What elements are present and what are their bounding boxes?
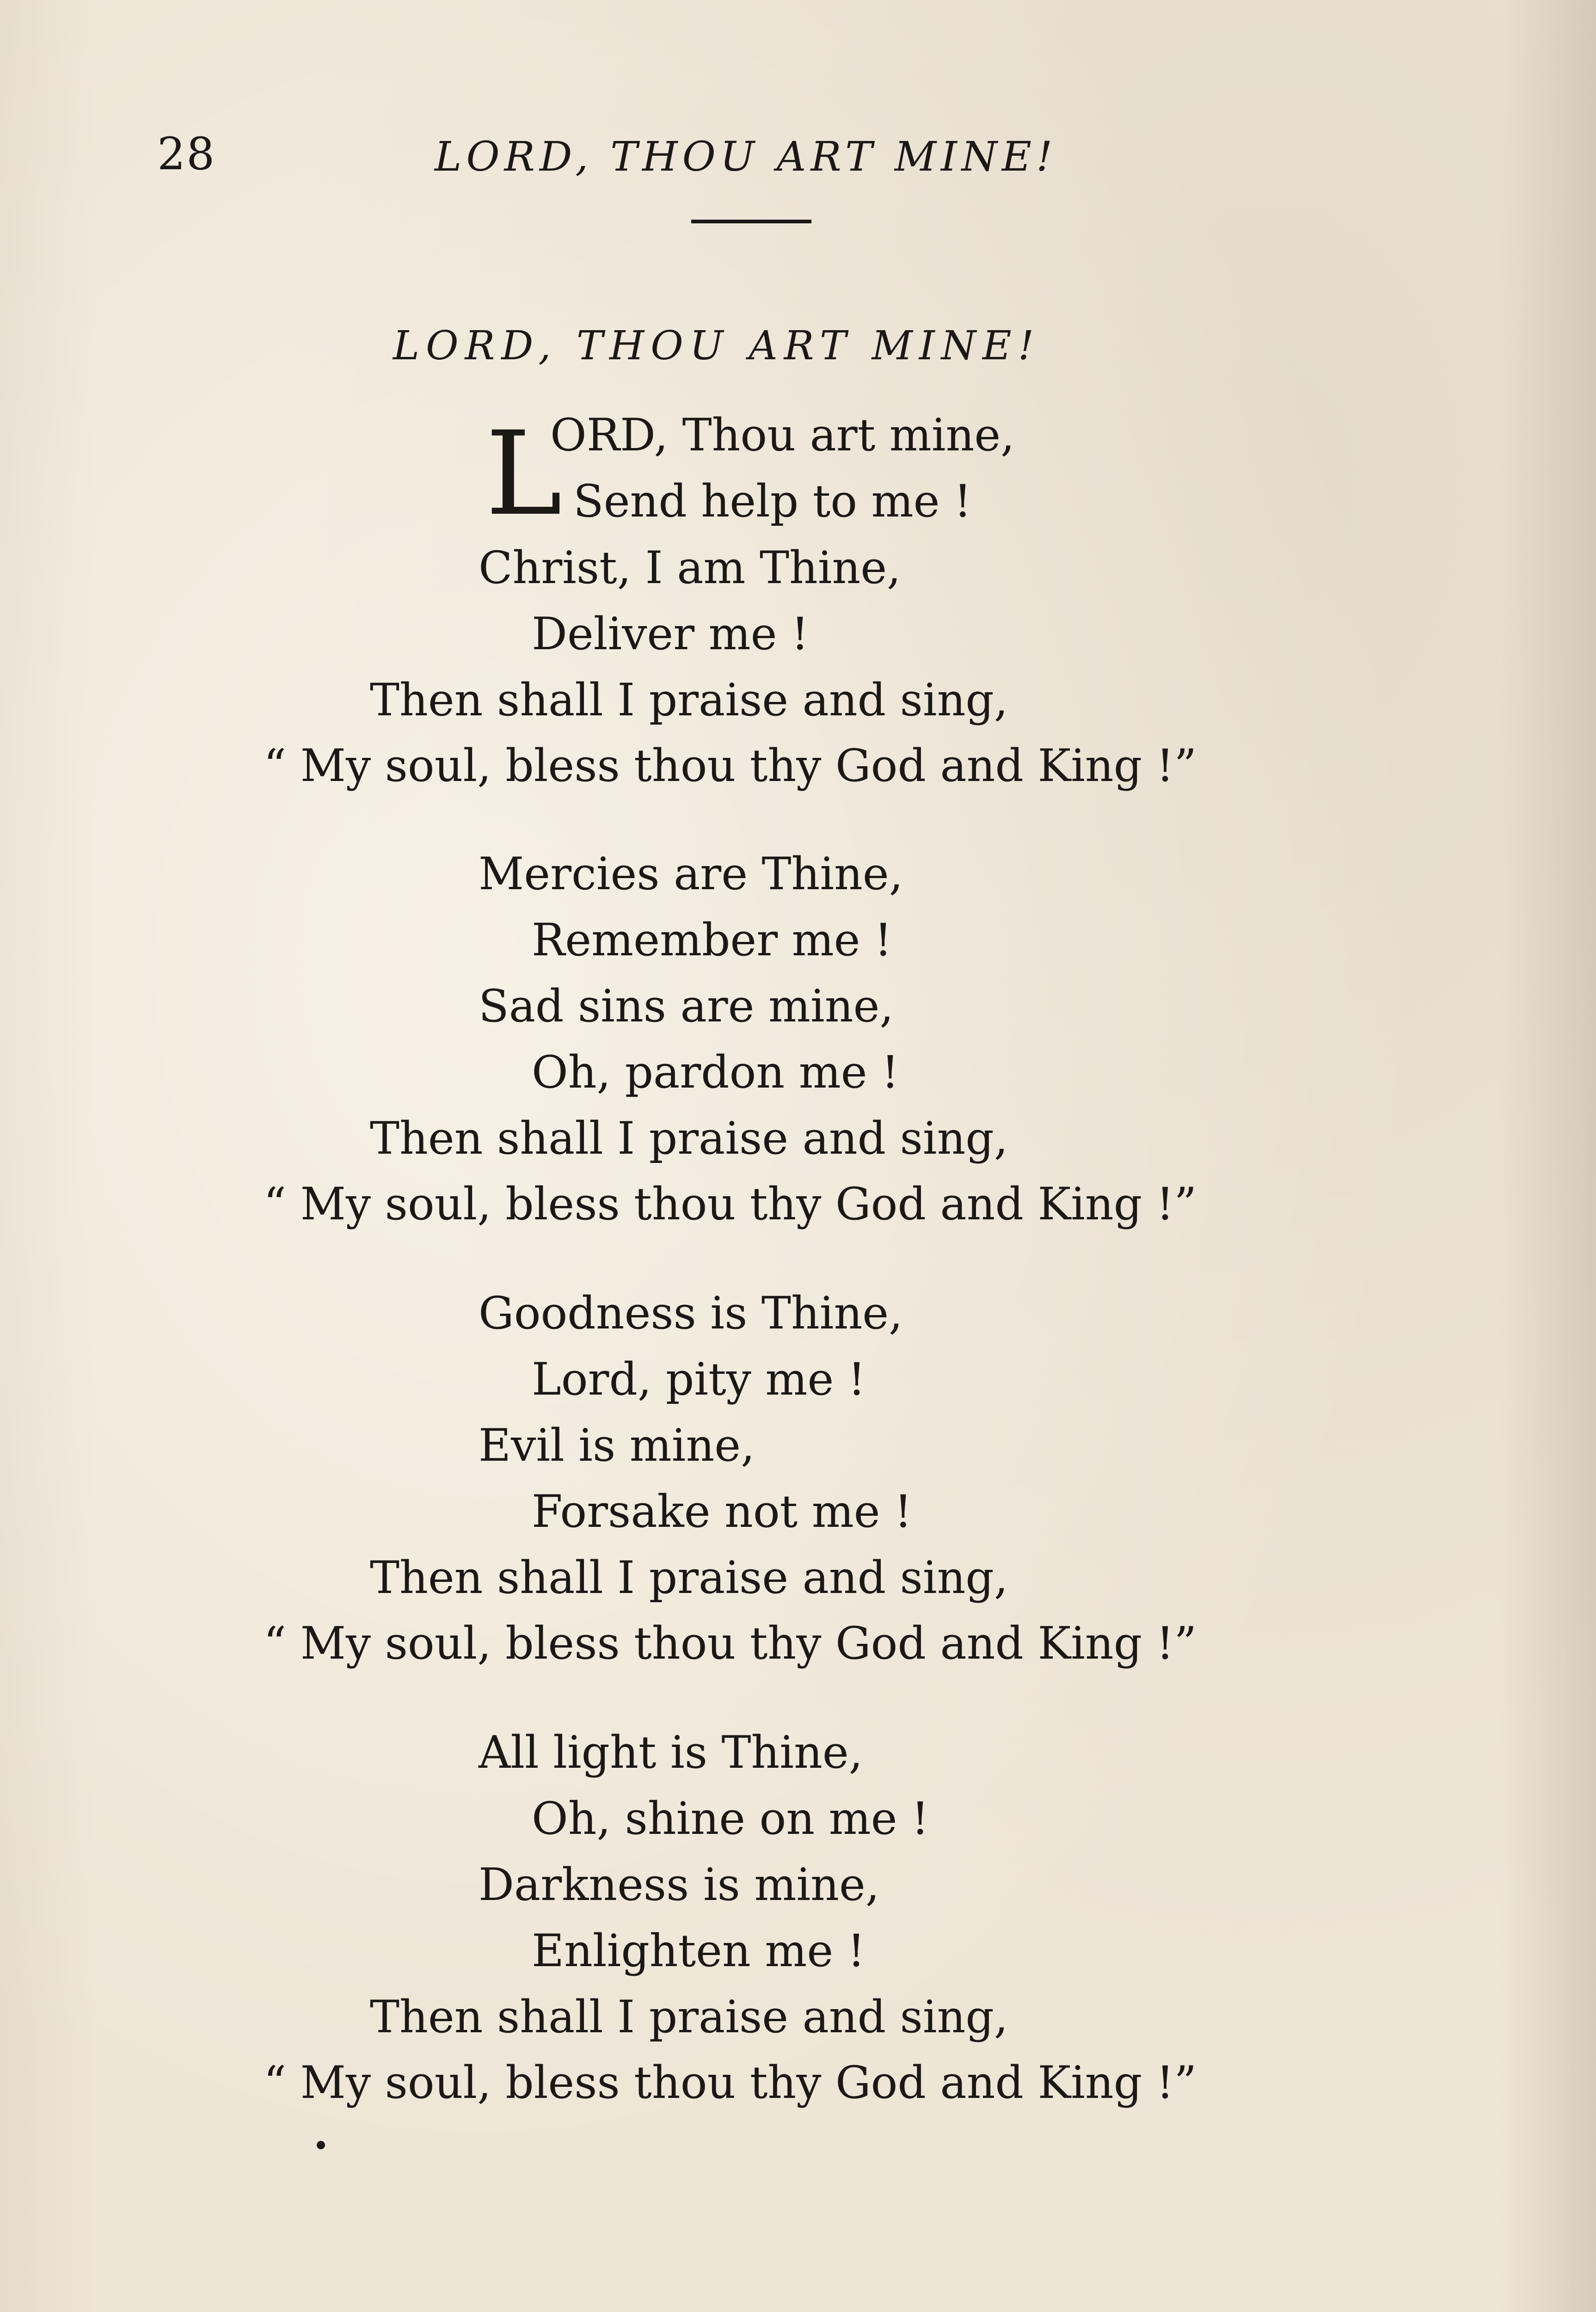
poem-line: Evil is mine,: [479, 1420, 755, 1471]
page-number: 28: [157, 128, 216, 180]
poem-title: LORD, THOU ART MINE!: [393, 323, 1041, 369]
poem-line: Sad sins are mine,: [479, 980, 894, 1032]
poem-line: Oh, pardon me !: [532, 1046, 899, 1098]
poem-line: “ My soul, bless thou thy God and King !”: [264, 1617, 1197, 1669]
poem-line: All light is Thine,: [479, 1727, 863, 1778]
poem-line: Enlighten me !: [532, 1925, 866, 1977]
poem-line: Deliver me !: [532, 608, 809, 660]
poem-line: Christ, I am Thine,: [479, 542, 901, 594]
running-head: LORD, THOU ART MINE!: [435, 133, 1057, 180]
poem-line: Then shall I praise and sing,: [370, 674, 1008, 726]
drop-cap: L: [485, 406, 563, 541]
poem-line: Then shall I praise and sing,: [370, 1552, 1008, 1604]
poem-line: Forsake not me !: [532, 1486, 912, 1537]
poem-line: Oh, shine on me !: [532, 1793, 929, 1845]
poem-line: Remember me !: [532, 914, 892, 966]
poem-line: Goodness is Thine,: [479, 1287, 903, 1339]
poem-line-first: ORD, Thou art mine,: [550, 409, 1015, 461]
poem-line: Darkness is mine,: [479, 1859, 880, 1911]
poem-line: Lord, pity me !: [532, 1353, 866, 1405]
poem-line: “ My soul, bless thou thy God and King !”: [264, 740, 1197, 792]
ink-speck: [317, 2141, 325, 2149]
poem-line: Then shall I praise and sing,: [370, 1113, 1008, 1164]
poem-line: Mercies are Thine,: [479, 848, 903, 900]
header-rule: [691, 220, 811, 223]
poem-line: Send help to me !: [573, 475, 972, 527]
poem-line: Then shall I praise and sing,: [370, 1991, 1008, 2043]
poem-line: “ My soul, bless thou thy God and King !”: [264, 2057, 1197, 2109]
poem-line: “ My soul, bless thou thy God and King !”: [264, 1178, 1197, 1230]
